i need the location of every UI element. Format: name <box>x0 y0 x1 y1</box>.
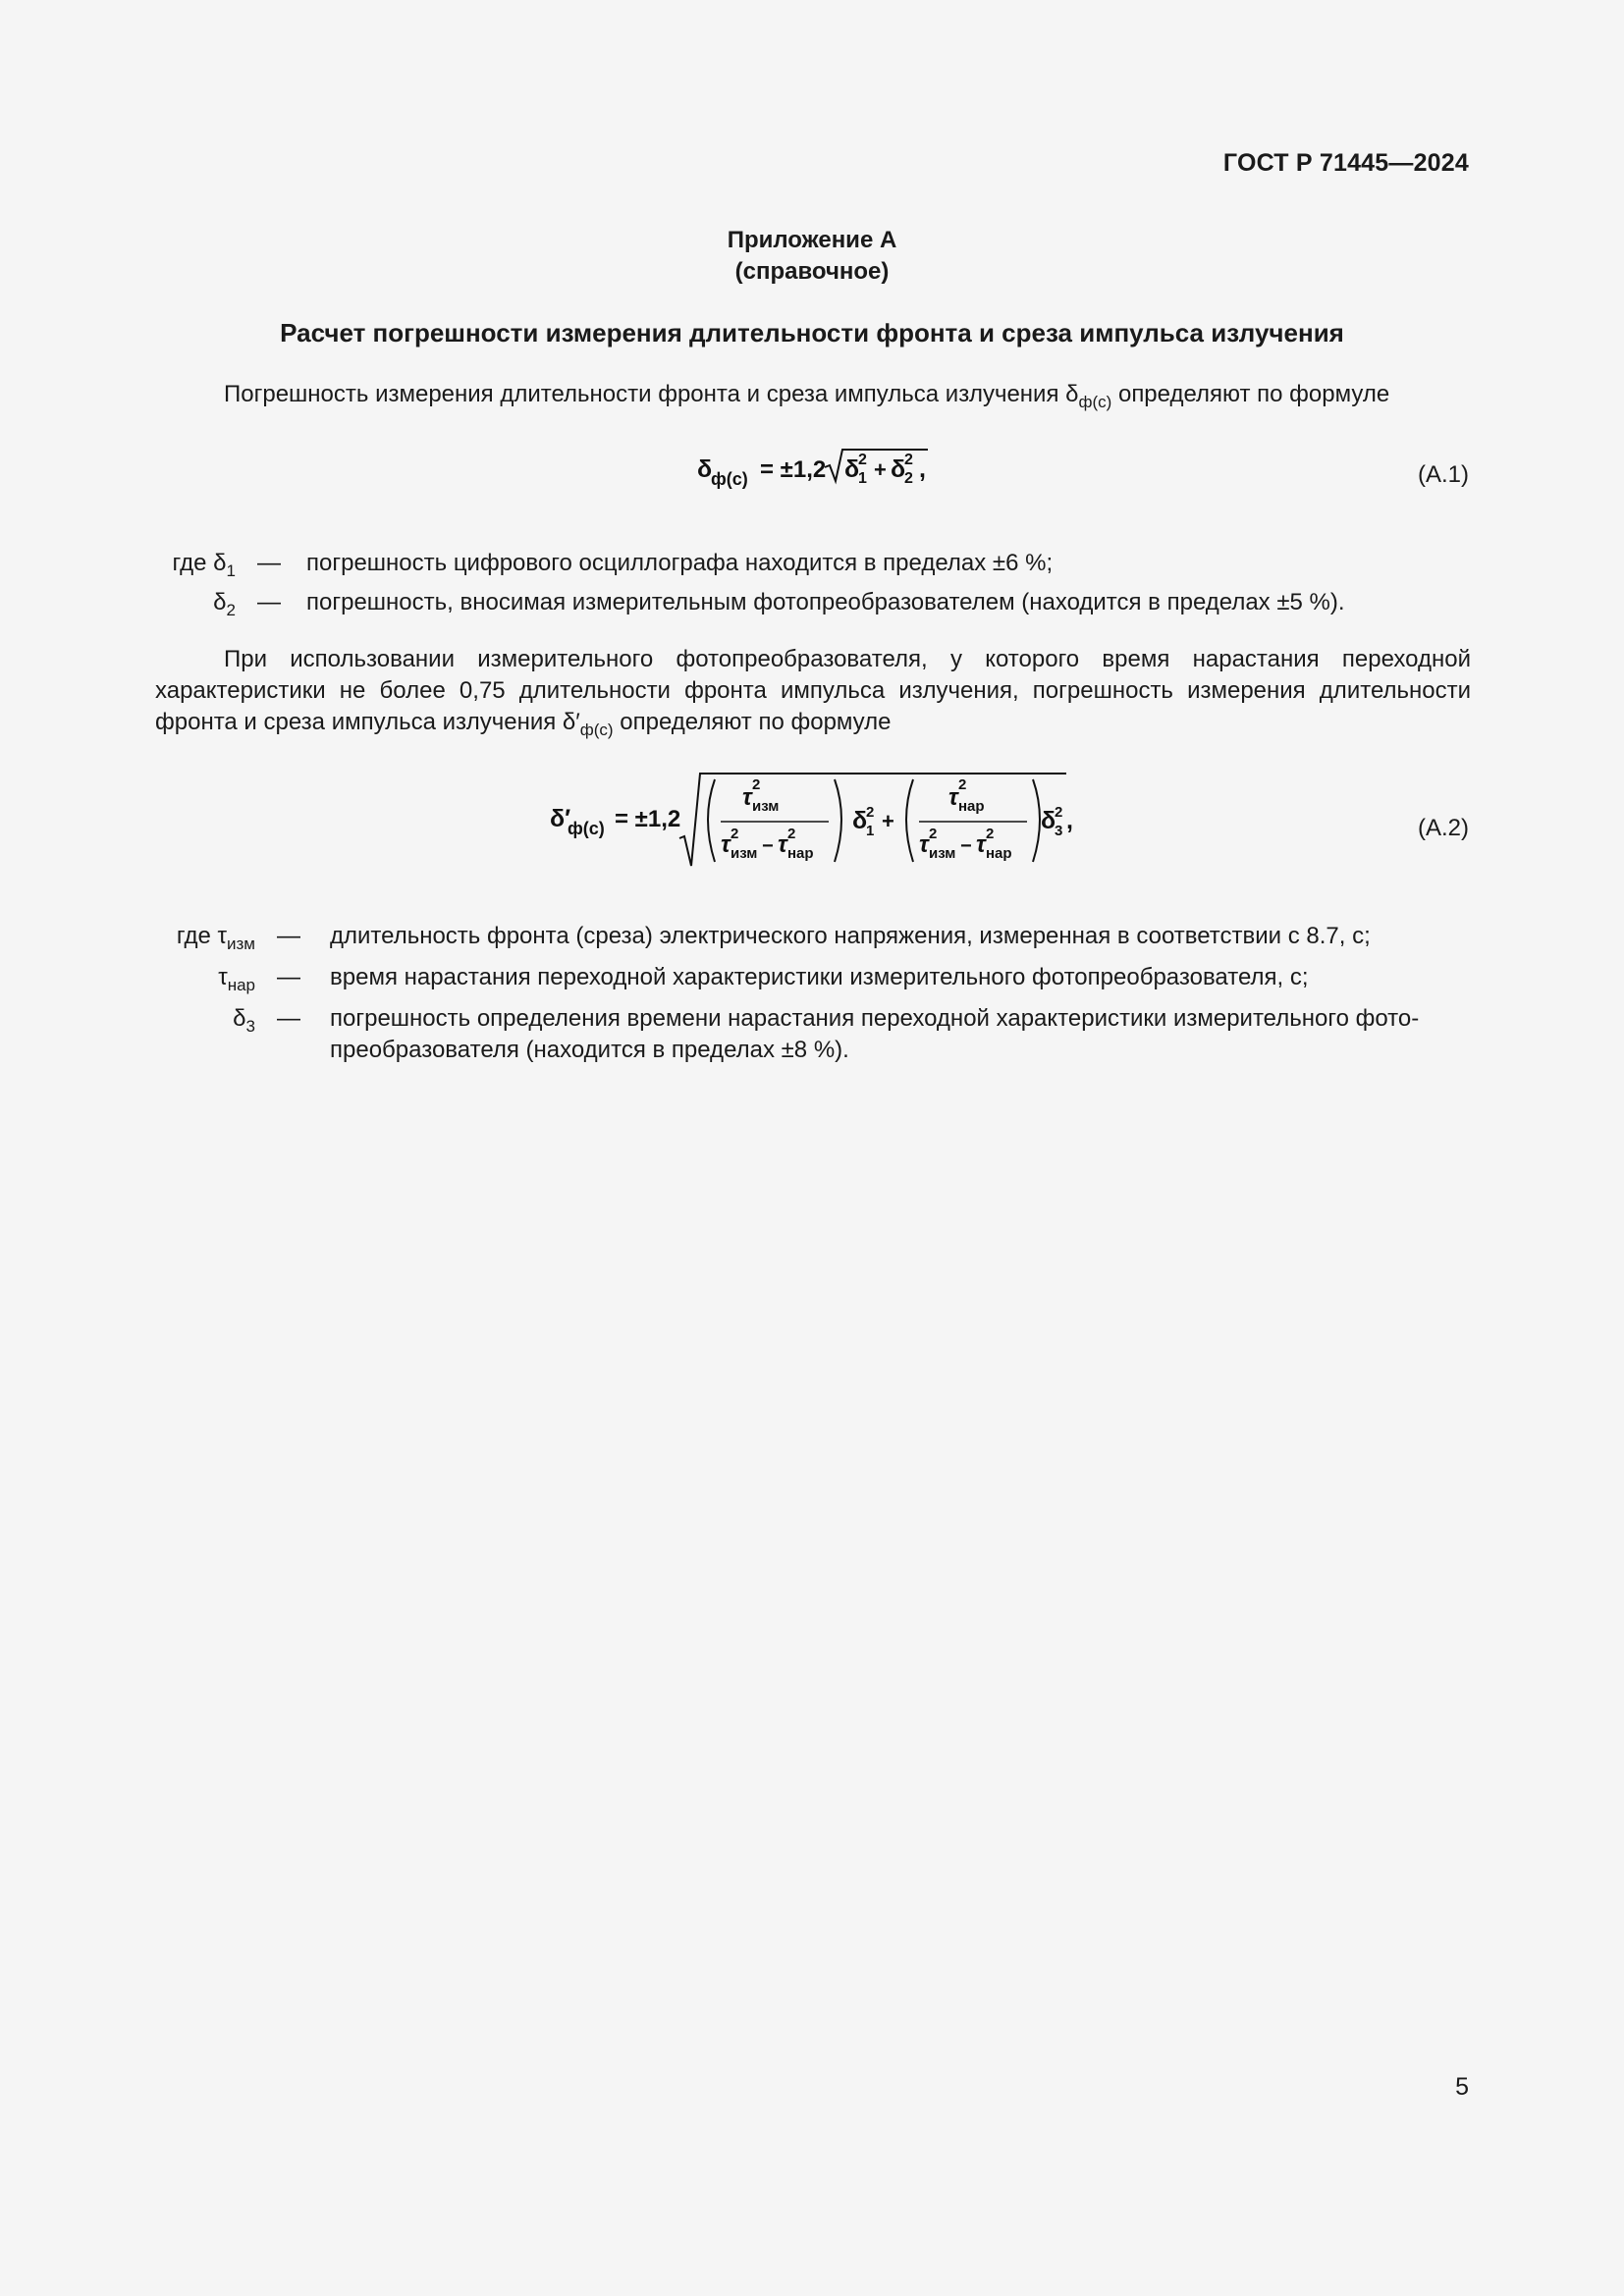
frac2-den-sub2: нар <box>986 845 1012 862</box>
definition-dash: — <box>277 964 300 990</box>
frac1-minus: − <box>762 835 774 857</box>
section-title: Расчет погрешности измерения длительности фронта и среза импульса излучения <box>280 318 1344 347</box>
formula-a1-t2-sup: 2 <box>904 452 913 468</box>
definition-row <box>0 921 1624 962</box>
intro-paragraph <box>224 379 1389 410</box>
formula-a1-lhs-sub: ф(с) <box>711 469 748 489</box>
definition-dash: — <box>257 589 281 615</box>
formula-a2 <box>546 768 1076 876</box>
frac1-den-tau1: τ <box>721 831 731 858</box>
definition-symbol: $\tau_{нар}$ <box>218 964 255 994</box>
definition-text: погрешность определения времени нарастания переходной характеристики измерительного фото- <box>330 1005 1420 1032</box>
formula-a1-t1: δ <box>844 455 860 483</box>
frac2-num-sup: 2 <box>958 776 967 793</box>
frac2-den-tau1: τ <box>919 831 929 858</box>
formula-a1 <box>687 438 943 497</box>
formula-a1-tail: , <box>919 455 926 483</box>
frac1-den-sup2: 2 <box>787 826 796 842</box>
frac1-den-sub2: нар <box>787 845 814 862</box>
paren-icon <box>1033 779 1040 862</box>
formula-a2-plus: + <box>882 809 894 833</box>
definition-row <box>0 1003 1624 1072</box>
formula-a2-d3-sub: 3 <box>1055 823 1063 839</box>
document-code: ГОСТ Р 71445—2024 <box>1222 149 1469 177</box>
formula-a2-d1-sup: 2 <box>866 804 875 821</box>
formula-a2-d3-sup: 2 <box>1055 804 1063 821</box>
formula-a2-tail: , <box>1066 807 1073 834</box>
definition-symbol: где $\delta_1$ <box>172 550 236 580</box>
definition-text: погрешность цифрового осциллографа находится в пределах ±6 %; <box>306 550 1054 576</box>
appendix-title: Приложение А <box>727 227 897 253</box>
usage-text-end: определяют по формуле <box>613 709 892 735</box>
definition-row <box>0 587 1624 626</box>
frac1-den-tau2: τ <box>778 831 787 858</box>
paren-icon <box>906 779 913 862</box>
definition-dash: — <box>277 923 300 949</box>
formula-a2-d1: δ <box>852 807 868 834</box>
definition-text: длительность фронта (среза) электрического напряжения, измеренная в соответствии с 8.7, с; <box>330 923 1371 949</box>
intro-text-end: определяют по формуле <box>1111 381 1390 407</box>
frac2-den-tau2: τ <box>976 831 986 858</box>
definitions-block-1 <box>0 548 1624 626</box>
definition-text: время нарастания переходной характеристики измерительного фотопреобразователя, с; <box>330 964 1309 990</box>
frac1-den-sub1: изм <box>731 845 758 862</box>
definition-row <box>0 962 1624 1003</box>
paren-icon <box>708 779 715 862</box>
formula-a2-eq: = ±1,2 <box>615 806 681 832</box>
definitions-block-2 <box>0 921 1624 1078</box>
intro-text: Погрешность измерения длительности фронта и среза импульса излучения δ <box>224 381 1079 407</box>
frac2-den-sub1: изм <box>929 845 956 862</box>
page-number: 5 <box>1455 2073 1469 2101</box>
formula-a2-d3: δ <box>1041 807 1056 834</box>
formula-a1-t1-sup: 2 <box>858 452 867 468</box>
formula-a1-eq: = ±1,2 <box>760 456 827 483</box>
formula-a2-d1-sub: 1 <box>866 823 875 839</box>
usage-paragraph <box>155 644 1471 738</box>
definition-symbol: $\delta_2$ <box>213 589 236 619</box>
formula-a1-lhs: δ <box>697 455 713 483</box>
definition-text-continued: преобразователя (находится в пределах ±8 %). <box>330 1037 849 1063</box>
definition-row <box>0 548 1624 587</box>
formula-a2-lhs-sub: ф(с) <box>568 819 605 838</box>
intro-subscript: ф(с) <box>1078 393 1112 411</box>
appendix-subtitle: (справочное) <box>734 258 890 285</box>
frac2-den-sup1: 2 <box>929 826 938 842</box>
definition-symbol: где $\tau_{изм}$ <box>176 923 255 953</box>
frac2-minus: − <box>960 835 972 857</box>
frac1-num-sub: изм <box>752 798 780 815</box>
frac1-num-tau: τ <box>742 784 752 811</box>
formula-a1-plus: + <box>874 457 887 482</box>
formula-a1-t2-sub: 2 <box>904 470 913 487</box>
definition-dash: — <box>257 550 281 576</box>
equation-number-a2: (А.2) <box>1417 815 1469 841</box>
formula-a2-lhs: δ′ <box>550 805 571 832</box>
frac2-num-sub: нар <box>958 798 985 815</box>
usage-text: При использовании измерительного фотопреобразователя, у которого время нарастания переходной характеристики не более 0,75 длительности фронта импульса излучения, погрешность измерения длительности фронта и среза импульса излучения δ′ <box>155 646 1471 735</box>
definition-text: погрешность, вносимая измерительным фотопреобразователем (находится в пределах ±5 %). <box>306 589 1345 615</box>
frac2-den-sup2: 2 <box>986 826 995 842</box>
formula-a1-t1-sub: 1 <box>858 470 867 487</box>
definition-dash: — <box>277 1005 300 1032</box>
definition-symbol: $\delta_3$ <box>233 1005 255 1036</box>
frac2-num-tau: τ <box>948 784 958 811</box>
paren-icon <box>835 779 841 862</box>
frac1-den-sup1: 2 <box>731 826 739 842</box>
frac1-num-sup: 2 <box>752 776 761 793</box>
usage-subscript: ф(с) <box>579 721 614 739</box>
formula-a1-t2: δ <box>891 455 906 483</box>
equation-number-a1: (А.1) <box>1417 461 1469 488</box>
